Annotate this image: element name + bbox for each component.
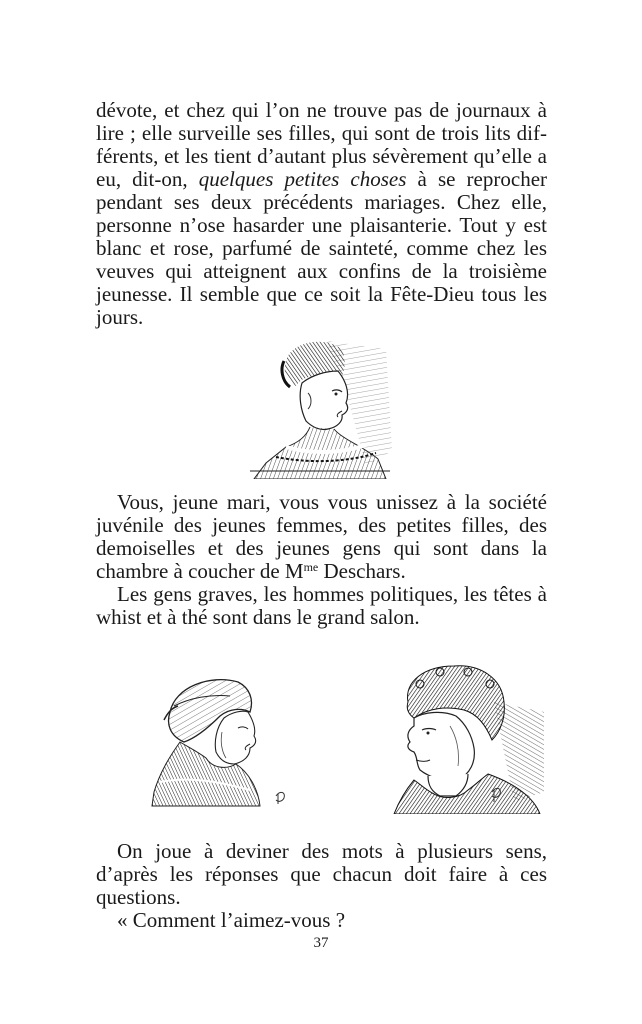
- paragraph-widow-house: [96, 99, 547, 329]
- paragraph-young-husband: [96, 491, 547, 629]
- paragraph-text: Deschars.: [318, 559, 406, 583]
- engraving-young-woman: [246, 331, 394, 479]
- engraving-old-woman: [150, 672, 305, 812]
- engraving-man: [384, 662, 546, 814]
- paragraph-text: dévote, et chez qui l’on ne trouve pas de journaux à lire ; elle surveille ses filles, qui sont de trois lits différents, et les tient d’autant plus sévèrement qu’elle a eu, dit-on,: [96, 98, 547, 191]
- paragraph-serious-people: Les gens graves, les hommes politiques, les têtes à whist et à thé sont dans le grand salon.: [96, 582, 547, 629]
- superscript-me: me: [303, 560, 319, 574]
- paragraph-game: [96, 840, 547, 932]
- paragraph-text: On joue à deviner des mots à plusieurs sens, d’après les réponses que chacun doit faire à ces questions.: [96, 839, 547, 909]
- italic-phrase: quelques petites choses: [198, 167, 407, 191]
- quoted-question: « Comment l’aimez-vous ?: [117, 908, 346, 932]
- page-number: 37: [313, 935, 329, 951]
- paragraph-text: à se reprocher pendant ses deux précédents mariages. Chez elle, personne n’ose hasarder une plaisanterie. Tout y est blanc et rose, parfumé de sainteté, comme chez les veuves qui atteignent aux confins de la troisième jeunesse. Il semble que ce soit la Fête-Dieu tous les jours.: [96, 167, 548, 329]
- paragraph-text: Vous, jeune mari, vous vous unissez à la société juvénile des jeunes femmes, des petites filles, des demoiselles et des jeunes gens qui sont dans la chambre à coucher de M: [96, 490, 547, 583]
